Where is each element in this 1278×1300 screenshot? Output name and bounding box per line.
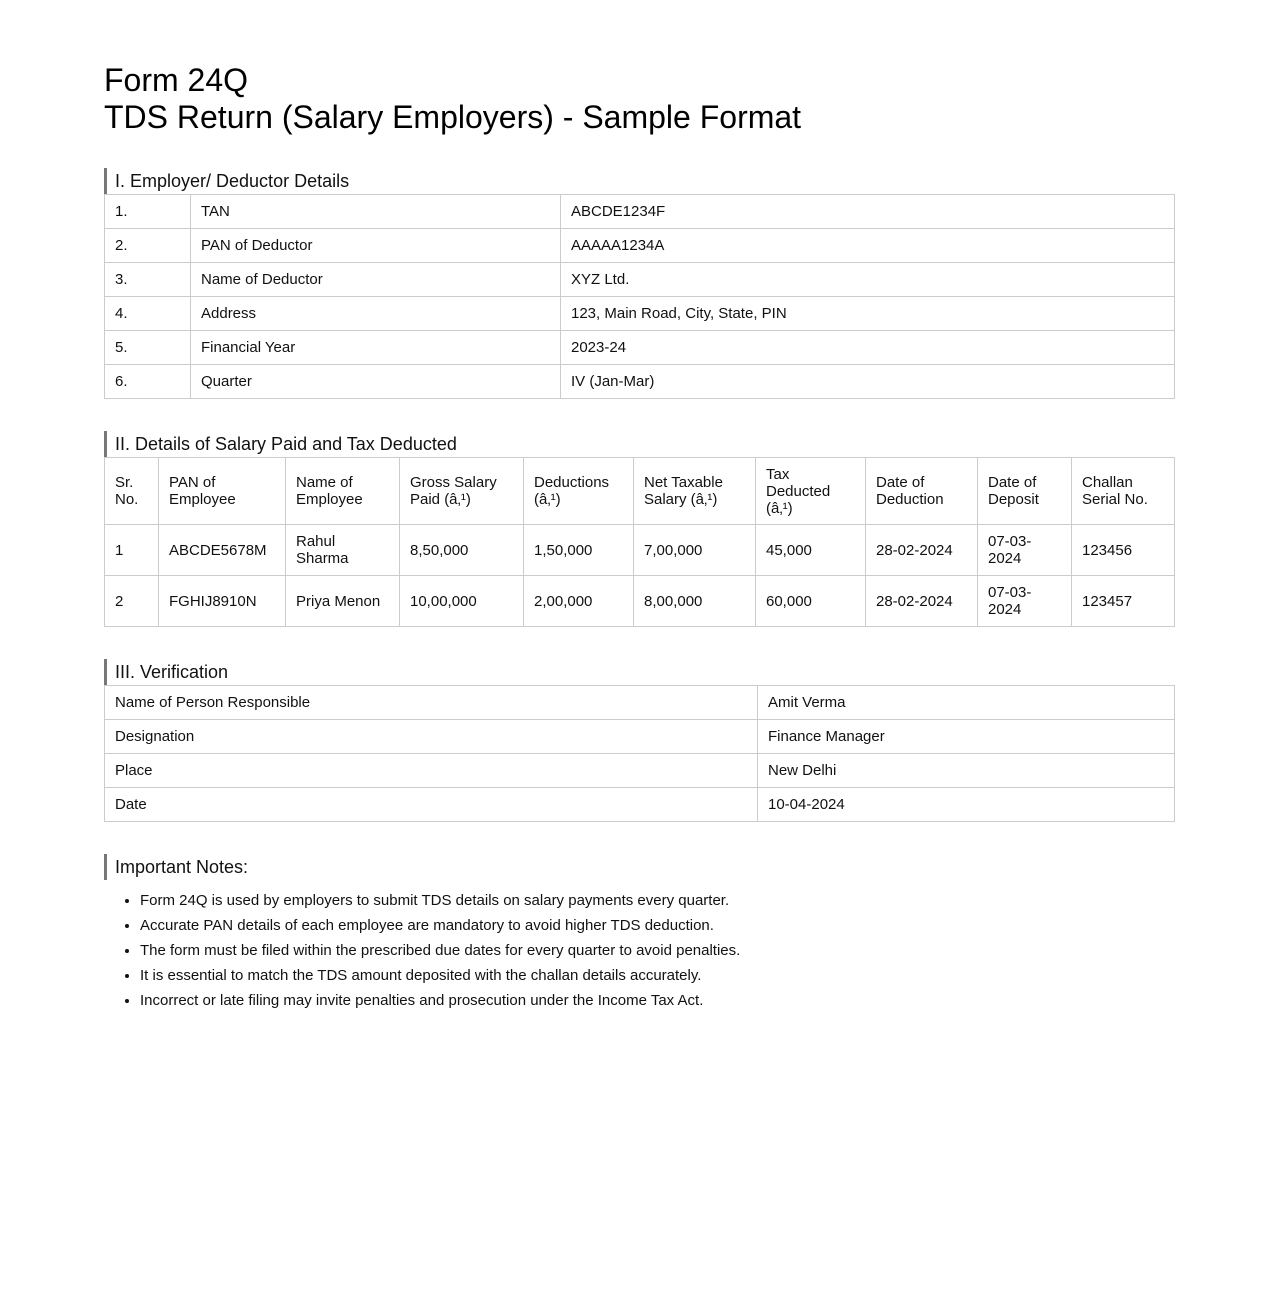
table-row [105, 263, 1175, 297]
field-value: 10-04-2024 [758, 788, 1175, 822]
list-item: • Incorrect or late filing may invite penalties and prosecution under the Income Tax Act. [140, 988, 1174, 1013]
column-header-challan-serial: Challan Serial No. [1072, 458, 1175, 525]
notes-section-heading: Important Notes: [104, 854, 1174, 880]
table-row [105, 297, 1175, 331]
cell-date-of-deduction: 28-02-2024 [866, 576, 978, 627]
table-header-row [105, 458, 1175, 525]
row-number: 5. [105, 331, 191, 365]
table-row [105, 229, 1175, 263]
cell-challan-serial: 123456 [1072, 525, 1175, 576]
field-value: XYZ Ltd. [561, 263, 1175, 297]
table-row [105, 365, 1175, 399]
list-item: • Form 24Q is used by employers to submit TDS details on salary payments every quarter. [140, 888, 1174, 913]
column-header-date-of-deposit: Date of Deposit [978, 458, 1072, 525]
salary-section-heading: II. Details of Salary Paid and Tax Deducted [104, 431, 1174, 457]
field-label: Place [105, 754, 758, 788]
employer-section [104, 168, 1174, 399]
cell-sr-no: 1 [105, 525, 159, 576]
page-title [104, 62, 1174, 136]
field-value: 2023-24 [561, 331, 1175, 365]
cell-pan: ABCDE5678M [159, 525, 286, 576]
cell-date-of-deposit: 07-03-2024 [978, 576, 1072, 627]
field-label: Name of Deductor [191, 263, 561, 297]
column-header-pan: PAN of Employee [159, 458, 286, 525]
column-header-net-taxable: Net Taxable Salary (â‚¹) [634, 458, 756, 525]
table-row [105, 576, 1175, 627]
row-number: 6. [105, 365, 191, 399]
field-value: ABCDE1234F [561, 195, 1175, 229]
column-header-date-of-deduction: Date of Deduction [866, 458, 978, 525]
field-label: Address [191, 297, 561, 331]
field-value: Finance Manager [758, 720, 1175, 754]
list-item: • Accurate PAN details of each employee are mandatory to avoid higher TDS deduction. [140, 913, 1174, 938]
table-row [105, 195, 1175, 229]
page-title-line2: TDS Return (Salary Employers) - Sample Format [104, 99, 802, 135]
field-value: 123, Main Road, City, State, PIN [561, 297, 1175, 331]
table-row [105, 720, 1175, 754]
column-header-gross-salary: Gross Salary Paid (â‚¹) [400, 458, 524, 525]
cell-challan-serial: 123457 [1072, 576, 1175, 627]
list-item: • The form must be filed within the prescribed due dates for every quarter to avoid penalties. [140, 938, 1174, 963]
cell-net-taxable: 8,00,000 [634, 576, 756, 627]
cell-sr-no: 2 [105, 576, 159, 627]
cell-net-taxable: 7,00,000 [634, 525, 756, 576]
cell-deductions: 2,00,000 [524, 576, 634, 627]
column-header-name: Name of Employee [286, 458, 400, 525]
cell-date-of-deposit: 07-03-2024 [978, 525, 1072, 576]
field-label: TAN [191, 195, 561, 229]
table-row [105, 331, 1175, 365]
cell-tax-deducted: 45,000 [756, 525, 866, 576]
cell-tax-deducted: 60,000 [756, 576, 866, 627]
table-row [105, 754, 1175, 788]
table-row [105, 525, 1175, 576]
column-header-deductions: Deductions (â‚¹) [524, 458, 634, 525]
column-header-tax-deducted: Tax Deducted (â‚¹) [756, 458, 866, 525]
field-label: Name of Person Responsible [105, 686, 758, 720]
list-item: • It is essential to match the TDS amount deposited with the challan details accurately. [140, 963, 1174, 988]
table-row [105, 686, 1175, 720]
row-number: 2. [105, 229, 191, 263]
field-label: Designation [105, 720, 758, 754]
page-title-line1: Form 24Q [104, 62, 249, 98]
cell-name: Priya Menon [286, 576, 400, 627]
notes-list [104, 888, 1174, 1013]
field-label: Quarter [191, 365, 561, 399]
row-number: 4. [105, 297, 191, 331]
field-label: PAN of Deductor [191, 229, 561, 263]
cell-name: Rahul Sharma [286, 525, 400, 576]
cell-deductions: 1,50,000 [524, 525, 634, 576]
cell-gross-salary: 8,50,000 [400, 525, 524, 576]
verification-section [104, 659, 1174, 822]
cell-date-of-deduction: 28-02-2024 [866, 525, 978, 576]
verification-table [104, 685, 1175, 822]
field-value: IV (Jan-Mar) [561, 365, 1175, 399]
employer-details-table [104, 194, 1175, 399]
field-label: Financial Year [191, 331, 561, 365]
field-value: New Delhi [758, 754, 1175, 788]
salary-section [104, 431, 1174, 627]
salary-details-table [104, 457, 1175, 627]
table-row [105, 788, 1175, 822]
field-label: Date [105, 788, 758, 822]
row-number: 1. [105, 195, 191, 229]
cell-gross-salary: 10,00,000 [400, 576, 524, 627]
field-value: Amit Verma [758, 686, 1175, 720]
verification-section-heading: III. Verification [104, 659, 1174, 685]
employer-section-heading: I. Employer/ Deductor Details [104, 168, 1174, 194]
field-value: AAAAA1234A [561, 229, 1175, 263]
notes-section [104, 854, 1174, 1013]
cell-pan: FGHIJ8910N [159, 576, 286, 627]
column-header-sr-no: Sr. No. [105, 458, 159, 525]
row-number: 3. [105, 263, 191, 297]
